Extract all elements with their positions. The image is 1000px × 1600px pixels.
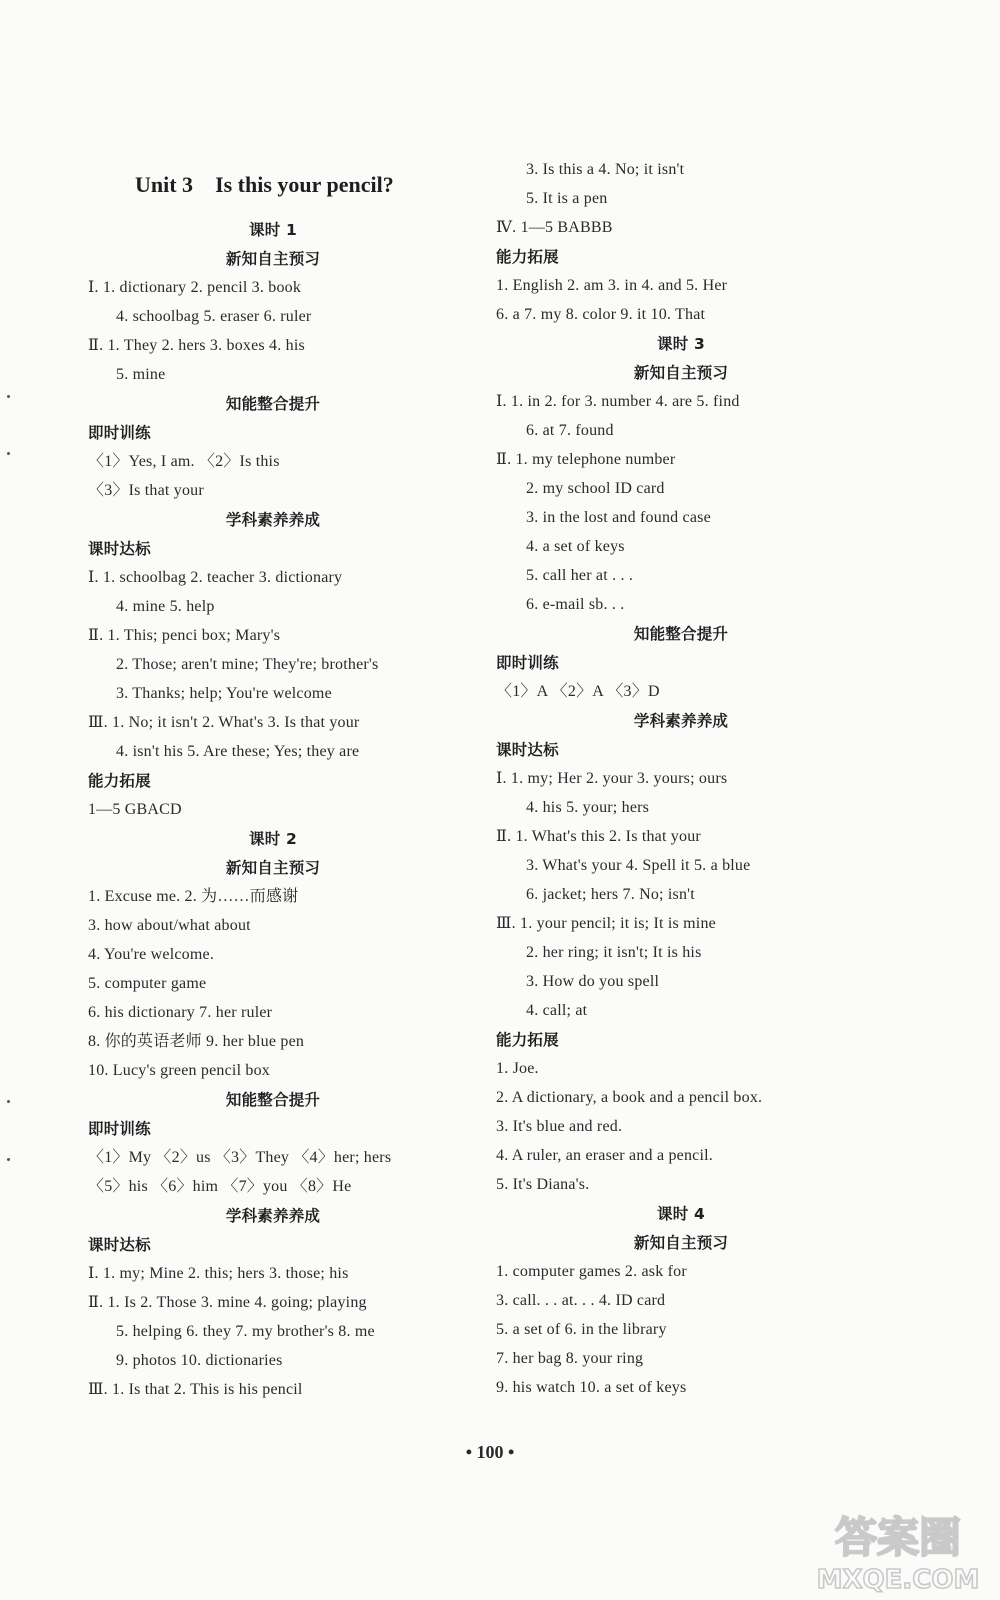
subsection-heading: 即时训练 [496,654,559,672]
answer-line: 〈1〉A 〈2〉A 〈3〉D [496,683,660,700]
answer-line: Ⅱ. 1. Is 2. Those 3. mine 4. going; playing [88,1294,367,1311]
answer-line: 〈1〉Yes, I am. 〈2〉Is this [88,453,280,470]
answer-line: Ⅲ. 1. No; it isn't 2. What's 3. Is that your [88,714,360,731]
section-heading: 新知自主预习 [633,1234,729,1252]
answer-line: 3. Is this a 4. No; it isn't [526,161,685,178]
answer-line: 8. 你的英语老师 9. her blue pen [88,1033,305,1050]
answer-line: 7. her bag 8. your ring [496,1350,644,1367]
subsection-heading: 能力拓展 [496,248,559,266]
answer-line: 6. his dictionary 7. her ruler [88,1004,273,1021]
answer-line: 〈3〉Is that your [88,482,204,499]
margin-dot [7,1158,10,1161]
answer-line: 4. schoolbag 5. eraser 6. ruler [116,308,312,325]
answer-line: 6. a 7. my 8. color 9. it 10. That [496,306,706,323]
answer-line: 1. Excuse me. 2. 为……而感谢 [88,888,299,905]
answer-line: 5. helping 6. they 7. my brother's 8. me [116,1323,375,1340]
unit-title [135,172,394,198]
answer-line: Ⅰ. 1. dictionary 2. pencil 3. book [88,279,302,296]
answer-line: 5. mine [116,366,166,383]
answer-line: 9. photos 10. dictionaries [116,1352,283,1369]
answer-line: 3. call. . . at. . . 4. ID card [496,1292,666,1309]
unit-number: Unit 3 [135,172,194,197]
section-heading: 学科素养养成 [633,712,729,730]
answer-line: 2. my school ID card [526,480,665,497]
answer-line: Ⅱ. 1. They 2. hers 3. boxes 4. his [88,337,305,354]
answer-line: 3. What's your 4. Spell it 5. a blue [526,857,751,874]
answer-line: 10. Lucy's green pencil box [88,1062,271,1079]
subsection-heading: 即时训练 [88,424,151,442]
answer-line: 〈5〉his 〈6〉him 〈7〉you 〈8〉He [88,1178,352,1195]
answer-line: 2. A dictionary, a book and a pencil box. [496,1089,763,1106]
answer-line: Ⅰ. 1. schoolbag 2. teacher 3. dictionary [88,569,343,586]
answer-line: Ⅰ. 1. my; Mine 2. this; hers 3. those; his [88,1265,349,1282]
answer-line: 9. his watch 10. a set of keys [496,1379,687,1396]
answer-line: 3. How do you spell [526,973,660,990]
answer-line: 6. at 7. found [526,422,614,439]
answer-line: 5. a set of 6. in the library [496,1321,667,1338]
margin-dot [7,1100,10,1103]
answer-line: 4. call; at [526,1002,588,1019]
subsection-heading: 课时达标 [496,741,559,759]
answer-line: 1—5 GBACD [88,801,182,818]
answer-line: 3. It's blue and red. [496,1118,623,1135]
watermark-sub-text: MXQE.COM [818,1565,978,1595]
subsection-heading: 能力拓展 [88,772,151,790]
section-heading: 课时 4 [657,1205,705,1223]
unit-heading: Is this your pencil? [215,172,394,197]
section-heading: 课时 1 [249,221,297,239]
answer-line: 4. A ruler, an eraser and a pencil. [496,1147,713,1164]
answer-line: 3. how about/what about [88,917,251,934]
answer-line: 4. You're welcome. [88,946,215,963]
answer-line: 1. Joe. [496,1060,539,1077]
margin-dot [7,395,10,398]
section-heading: 知能整合提升 [225,395,321,413]
margin-dot [7,452,10,455]
answer-line: Ⅳ. 1—5 BABBB [496,219,613,236]
answer-line: 〈1〉My 〈2〉us 〈3〉They 〈4〉her; hers [88,1149,392,1166]
answer-line: 4. a set of keys [526,538,625,555]
answer-line: 2. Those; aren't mine; They're; brother's [116,656,379,673]
answer-line: 4. his 5. your; hers [526,799,650,816]
answer-line: 4. mine 5. help [116,598,215,615]
answer-line: 1. computer games 2. ask for [496,1263,687,1280]
answer-line: 5. call her at . . . [526,567,634,584]
answer-line: 6. e-mail sb. . . [526,596,625,613]
section-heading: 学科素养养成 [225,1207,321,1225]
subsection-heading: 课时达标 [88,540,151,558]
answer-line: Ⅲ. 1. Is that 2. This is his pencil [88,1381,303,1398]
subsection-heading: 能力拓展 [496,1031,559,1049]
answer-line: 6. jacket; hers 7. No; isn't [526,886,695,903]
section-heading: 知能整合提升 [225,1091,321,1109]
watermark-logo [818,1500,978,1596]
answer-line: 5. It is a pen [526,190,608,207]
subsection-heading: 课时达标 [88,1236,151,1254]
section-heading: 知能整合提升 [633,625,729,643]
answer-line: Ⅲ. 1. your pencil; it is; It is mine [496,915,716,932]
section-heading: 课时 3 [657,335,705,353]
page-number: • 100 • [465,1442,515,1462]
answer-line: Ⅰ. 1. in 2. for 3. number 4. are 5. find [496,393,740,410]
watermark-graphic [818,1500,978,1596]
answer-line: 2. her ring; it isn't; It is his [526,944,702,961]
section-heading: 学科素养养成 [225,511,321,529]
answer-line: 3. Thanks; help; You're welcome [116,685,332,702]
section-heading: 课时 2 [249,830,297,848]
subsection-heading: 即时训练 [88,1120,151,1138]
watermark-main-text: 答案圈 [834,1513,962,1562]
section-heading: 新知自主预习 [225,859,321,877]
section-heading: 新知自主预习 [633,364,729,382]
answer-line: 4. isn't his 5. Are these; Yes; they are [116,743,360,760]
answer-line: Ⅱ. 1. This; penci box; Mary's [88,627,281,644]
answer-line: Ⅰ. 1. my; Her 2. your 3. yours; ours [496,770,728,787]
answer-line: 3. in the lost and found case [526,509,711,526]
answer-line: Ⅱ. 1. What's this 2. Is that your [496,828,701,845]
section-heading: 新知自主预习 [225,250,321,268]
answer-line: Ⅱ. 1. my telephone number [496,451,676,468]
answer-line: 5. computer game [88,975,207,992]
answer-line: 1. English 2. am 3. in 4. and 5. Her [496,277,728,294]
answer-line: 5. It's Diana's. [496,1176,590,1193]
